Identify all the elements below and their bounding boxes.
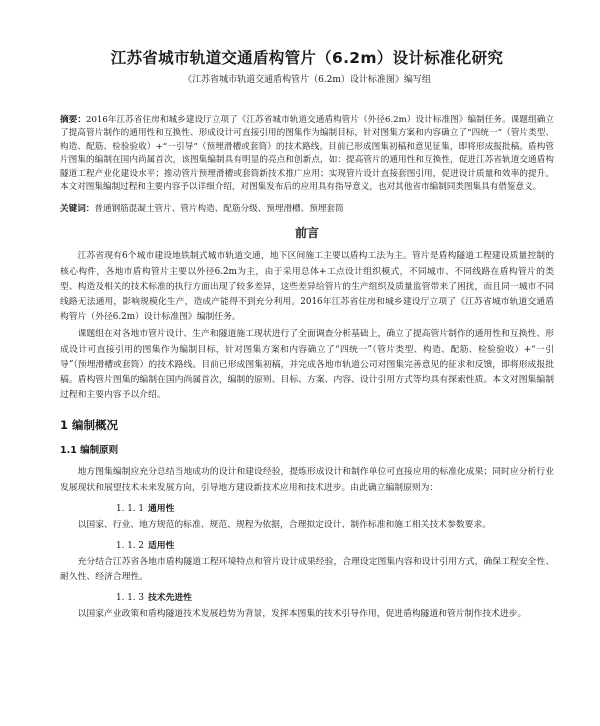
keywords-label: 关键词： [60,204,95,215]
subsection-title: 技术先进性 [147,593,192,604]
subsection-heading [60,592,554,605]
subsection-text: 以国家产业政策和盾构隧道技术发展趋势为背景，发挥本图集的技术引导作用，促进盾构隧道和管片制作技术进步。 [77,609,527,620]
subsection-title: 适用性 [147,541,175,552]
paper-title: 江苏省城市轨道交通盾构管片（6.2m）设计标准化研究 [110,49,504,67]
section-1-1-intro: 地方图集编制应充分总结当地成功的设计和建设经验，提炼形成设计和制作单位可直接应用的标准化成果；同时应分析行业发展现状和展望技术未来发展方向，引导地方建设新技术应用和技术进步。由此确立编制原则为： [60,467,554,493]
abstract-text: 2016年江苏省住房和城乡建设厅立项了《江苏省城市轨道交通盾构管片（外径6.2m）设计标准图》编制任务。课题组确立了提高管片制作的通用性和互换性、形成设计可直接引用的图集作为编制目标，针对图集方案和内容确立了“四统一”（管片类型、构造、配筋、检验验收）+“一引导”（预埋滑槽或套筒）的技术路线。目前已形成图集初稿和意见征集，即将形成报批稿。盾构管片图集的编制在国内尚属首次，该图集编制具有明显的亮点和创新点，如：提高管片的通用性和互换性，促进江苏省轨道交通盾构隧道工程产业化建设水平；推动管片预埋滑槽或套筒新技术推广应用；实现管片设计直接套图引用，促进设计质量和效率的提升。本文对图集编制过程和主要内容予以详细介绍，对图集发布后的应用具有指导意义，也对其他省市编制同类图集具有借鉴意义。 [60,115,554,193]
section-1-heading: 1 编制概况 [60,418,119,433]
subsection-number: 1. 1. 1 [116,503,144,514]
author-line: 《江苏省城市轨道交通盾构管片（6.2m）设计标准图》编写组 [183,75,431,85]
abstract [60,114,554,194]
preface-paragraph-2: 课题组在对各地市管片设计、生产和隧道施工现状进行了全面调查分析基础上，确立了提高管片制作的通用性和互换性、形成设计可直接引用的图集作为编制目标，针对图集方案和内容确立了“四统一”（管片类型、构造、配筋、检验验收）+“一引导”（预埋滑槽或套筒）的技术路线。目前已形成图集初稿，并完成各地市轨道公司对图集完善意见的征求和反馈，即将形成报批稿。盾构管片图集的编制在国内尚属首次，编制的原则、目标、方案、内容、设计引用方式等均具有探索性质。本文对图集编制过程和主要内容予以介绍。 [60,329,554,401]
preface-paragraph-1: 江苏省现有6个城市建设地铁制式城市轨道交通，地下区间施工主要以盾构工法为主。管片是盾构隧道工程建设质量控制的核心构件，各地市盾构管片主要以外径6.2m为主，由于采用总体+工点设计组织模式，不同城市、不同线路在盾构管片的类型、构造及相关的技术标准的执行方面出现了较多差异，这些差异给管片的生产组织及质量监管带来了困扰，而且同一城市不同线路无法通用，影响规模化生产，造成产能得不到充分利用。2016年江苏省住房和城乡建设厅立项了《江苏省城市轨道交通盾构管片（外径6.2m）设计标准图》编制任务。 [60,251,554,323]
subsection-heading [60,540,554,553]
keywords [60,203,554,216]
preface-heading: 前言 [294,226,319,241]
subsection-number: 1. 1. 2 [116,541,144,552]
subsection-number: 1. 1. 3 [116,593,144,604]
subsection-heading [60,503,554,516]
abstract-label: 摘要： [60,115,86,125]
subsection-text: 以国家、行业、地方规范的标准、规范、规程为依据，合理拟定设计、制作标准和施工相关技术参数要求。 [77,519,492,530]
keywords-text: 普通钢筋混凝土管片、管片构造、配筋分级、预埋滑槽、预埋套筒 [94,204,344,215]
subsection-text: 充分结合江苏省各地市盾构隧道工程环境特点和管片设计成果经验，合理设定图集内容和设计引用方式，确保工程安全性、耐久性、经济合理性。 [60,557,554,583]
subsection-title: 通用性 [147,503,175,514]
section-1-1-heading: 1.1 编制原则 [60,445,119,457]
